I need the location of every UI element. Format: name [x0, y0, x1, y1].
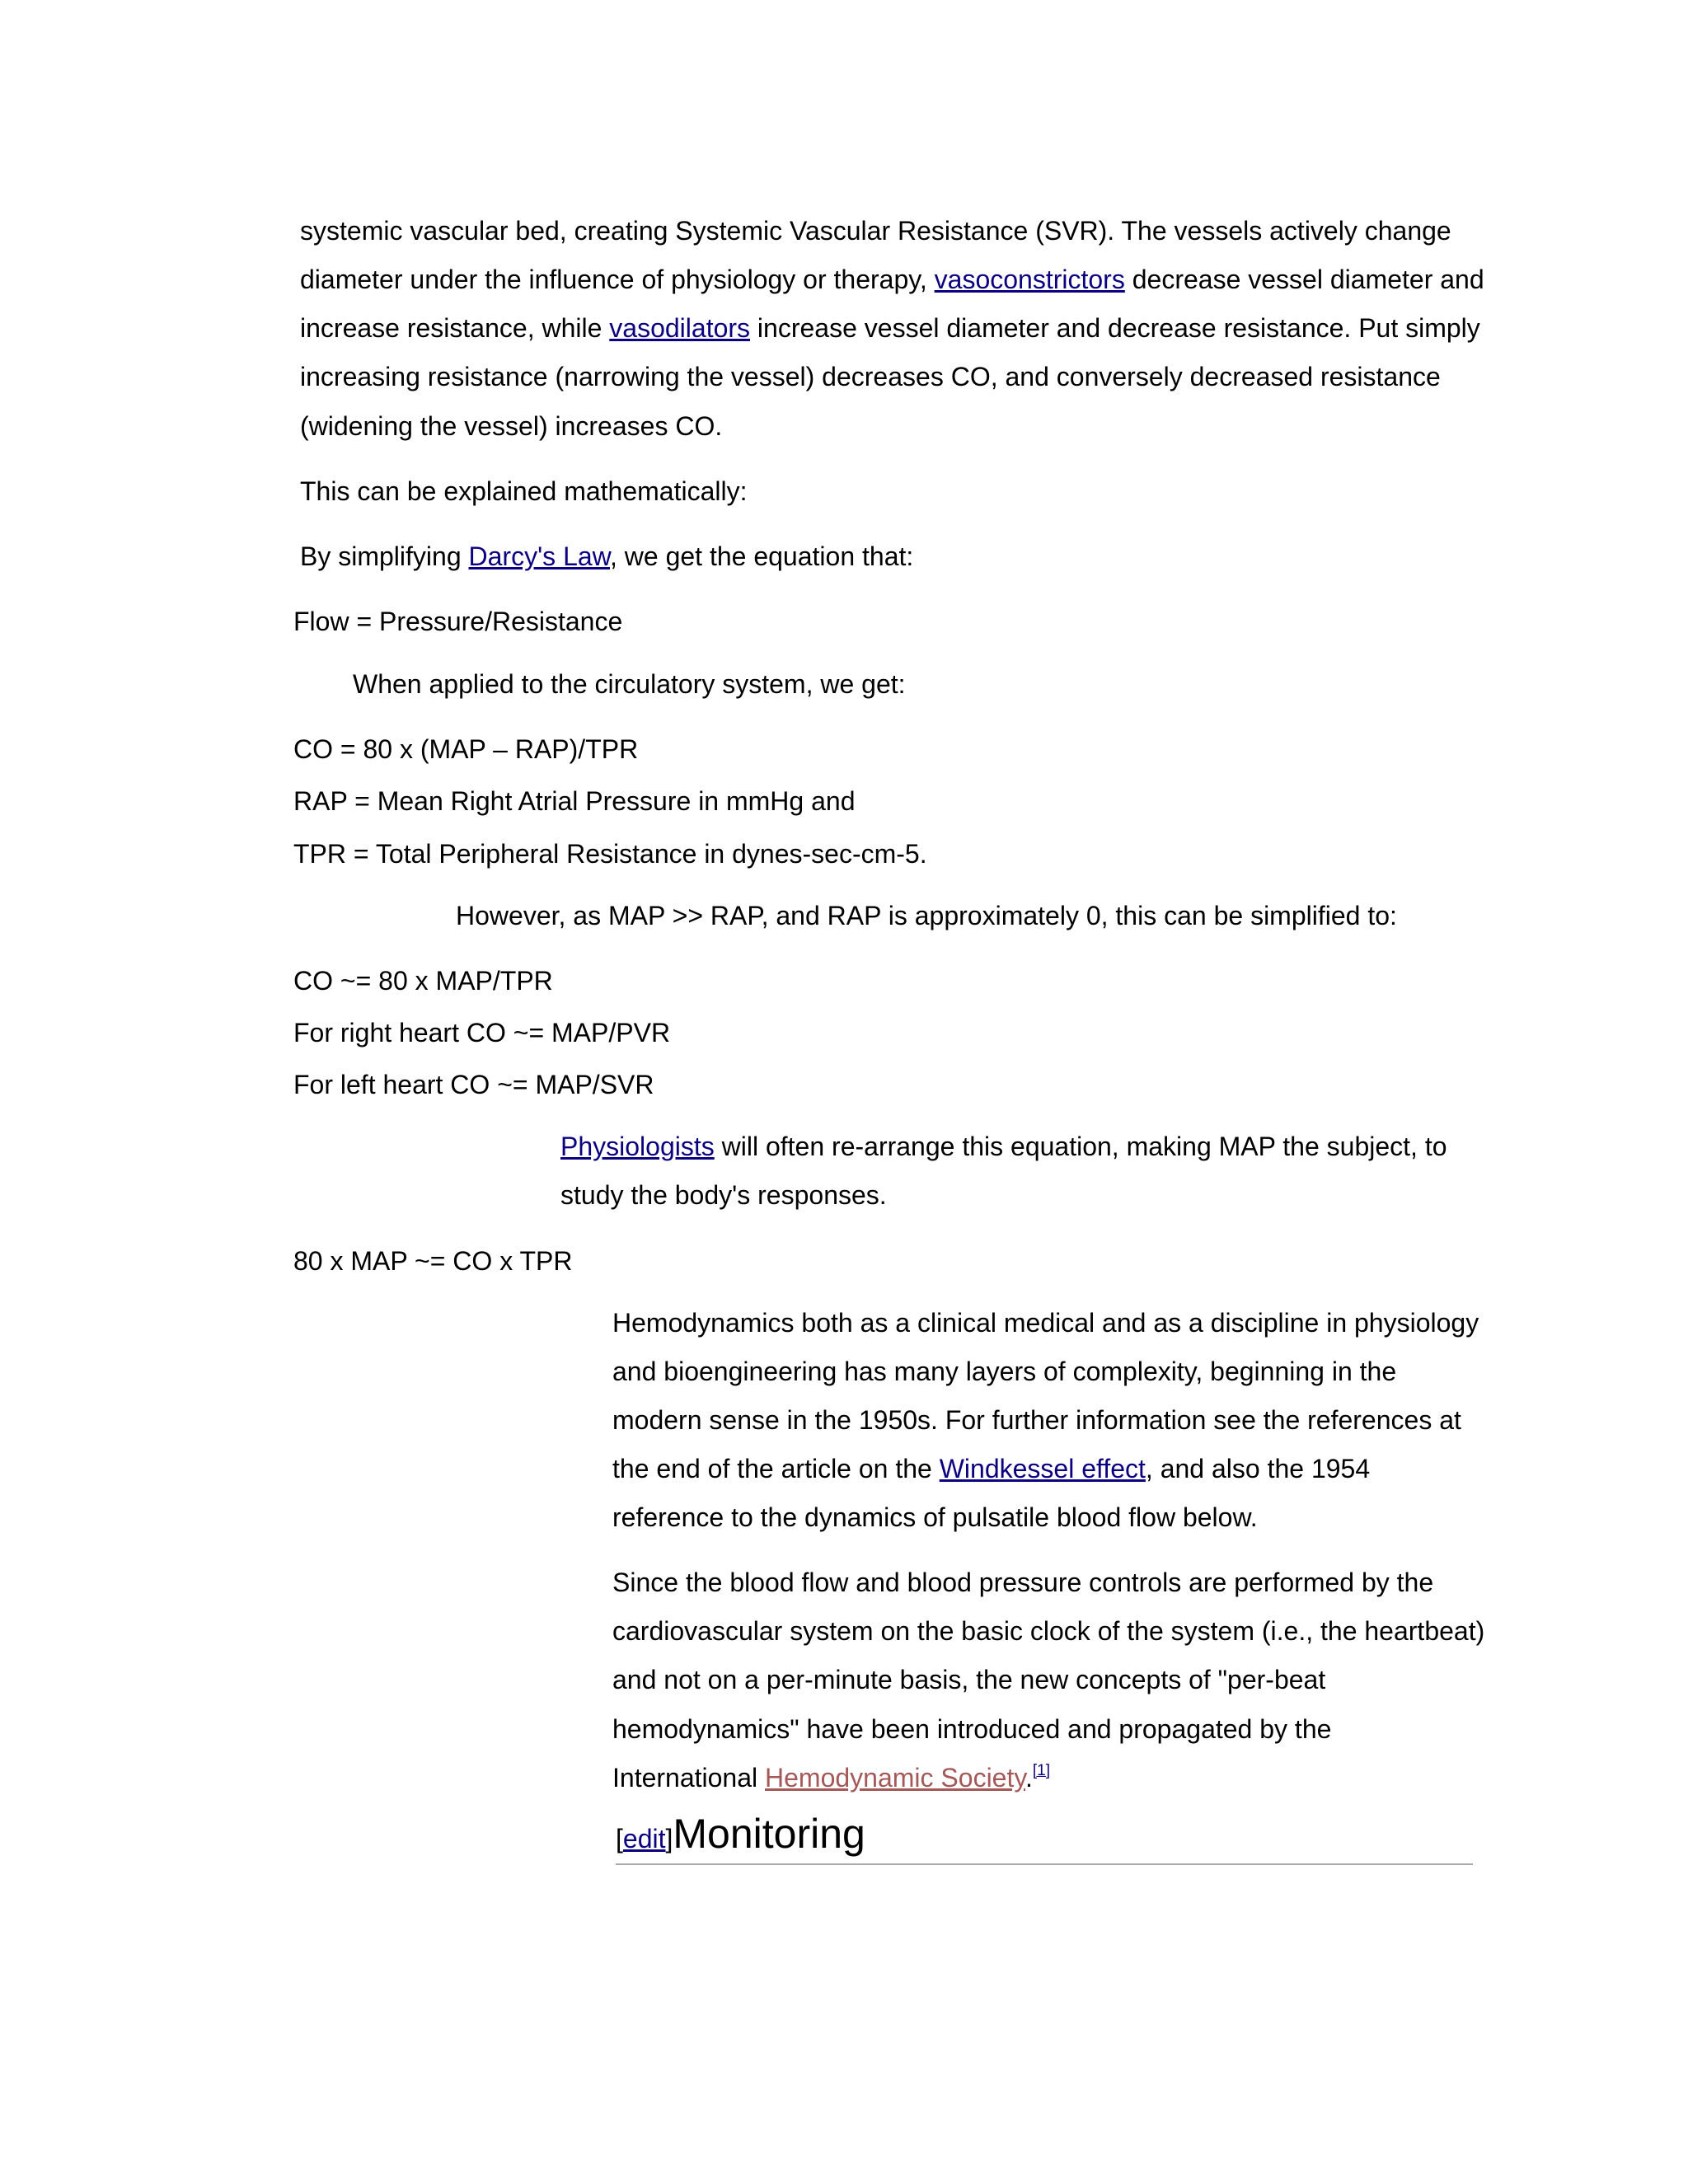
applied-text: When applied to the circulatory system, we get: — [353, 669, 906, 699]
text-span: increase resistance, while — [300, 313, 610, 343]
text-span: , and also the 1954 — [1145, 1454, 1371, 1483]
paragraph-line: and not on a per-minute basis, the new concepts of "per-beat — [612, 1665, 1326, 1694]
hemodynamic-society-link[interactable]: Hemodynamic Society — [765, 1763, 1025, 1793]
paragraph-line: systemic vascular bed, creating Systemic Vascular Resistance (SVR). The vessels actively change — [300, 216, 1451, 246]
section-title: Monitoring — [673, 1811, 865, 1857]
right-heart-equation: For right heart CO ~= MAP/PVR — [293, 1018, 671, 1047]
co-equation: CO = 80 x (MAP – RAP)/TPR — [293, 734, 639, 764]
math-intro-text: This can be explained mathematically: — [300, 476, 748, 506]
vasoconstrictors-link[interactable]: vasoconstrictors — [934, 265, 1125, 294]
darcy-line — [300, 540, 913, 573]
paragraph-line — [612, 1761, 1050, 1799]
text-span: decrease vessel diameter and — [1124, 265, 1484, 294]
physiologists-line — [560, 1130, 1447, 1163]
darcys-law-link[interactable]: Darcy's Law — [468, 541, 610, 571]
paragraph-line: Hemodynamics both as a clinical medical and as a discipline in physiology — [612, 1308, 1479, 1338]
paragraph-line: (widening the vessel) increases CO. — [300, 411, 723, 441]
text-span: International — [612, 1763, 766, 1793]
paragraph-line: cardiovascular system on the basic clock of the system (i.e., the heartbeat) — [612, 1616, 1485, 1646]
text-span: the end of the article on the — [612, 1454, 940, 1483]
text-span: . — [1025, 1763, 1033, 1793]
paragraph-line: reference to the dynamics of pulsatile blood flow below. — [612, 1502, 1258, 1532]
paragraph-line — [300, 263, 1484, 296]
text-span: By simplifying — [300, 541, 469, 571]
edit-bracket-open: [ — [616, 1824, 623, 1854]
text-span: will often re-arrange this equation, making MAP the subject, to — [714, 1132, 1447, 1161]
tpr-definition: TPR = Total Peripheral Resistance in dynes-sec-cm-5. — [293, 839, 927, 869]
paragraph-line: modern sense in the 1950s. For further information see the references at — [612, 1405, 1461, 1435]
physiologists-link[interactable]: Physiologists — [560, 1132, 715, 1161]
paragraph-line — [612, 1452, 1370, 1485]
paragraph-line: and bioengineering has many layers of complexity, beginning in the — [612, 1357, 1397, 1386]
co-simplified-equation: CO ~= 80 x MAP/TPR — [293, 966, 553, 996]
paragraph-line: hemodynamics" have been introduced and propagated by the — [612, 1714, 1332, 1744]
vasodilators-link[interactable]: vasodilators — [609, 313, 751, 343]
rap-definition: RAP = Mean Right Atrial Pressure in mmHg and — [293, 786, 856, 816]
paragraph-line: Since the blood flow and blood pressure controls are performed by the — [612, 1568, 1434, 1597]
paragraph-line — [300, 312, 1480, 344]
windkessel-effect-link[interactable]: Windkessel effect — [939, 1454, 1146, 1483]
flow-equation: Flow = Pressure/Resistance — [293, 607, 623, 636]
citation-link[interactable]: [1] — [1032, 1762, 1050, 1779]
physiologists-line: study the body's responses. — [560, 1180, 887, 1210]
edit-bracket-close: ] — [665, 1824, 673, 1854]
text-span: diameter under the influence of physiology or therapy, — [300, 265, 935, 294]
however-text: However, as MAP >> RAP, and RAP is approximately 0, this can be simplified to: — [456, 901, 1397, 930]
section-heading — [616, 1809, 1473, 1865]
edit-link[interactable]: edit — [622, 1824, 666, 1854]
map-equation: 80 x MAP ~= CO x TPR — [293, 1246, 573, 1276]
text-span: increase vessel diameter and decrease resistance. Put simply — [750, 313, 1480, 343]
text-span: , we get the equation that: — [610, 541, 914, 571]
left-heart-equation: For left heart CO ~= MAP/SVR — [293, 1070, 654, 1099]
paragraph-line: increasing resistance (narrowing the vessel) decreases CO, and conversely decreased resistance — [300, 362, 1441, 391]
